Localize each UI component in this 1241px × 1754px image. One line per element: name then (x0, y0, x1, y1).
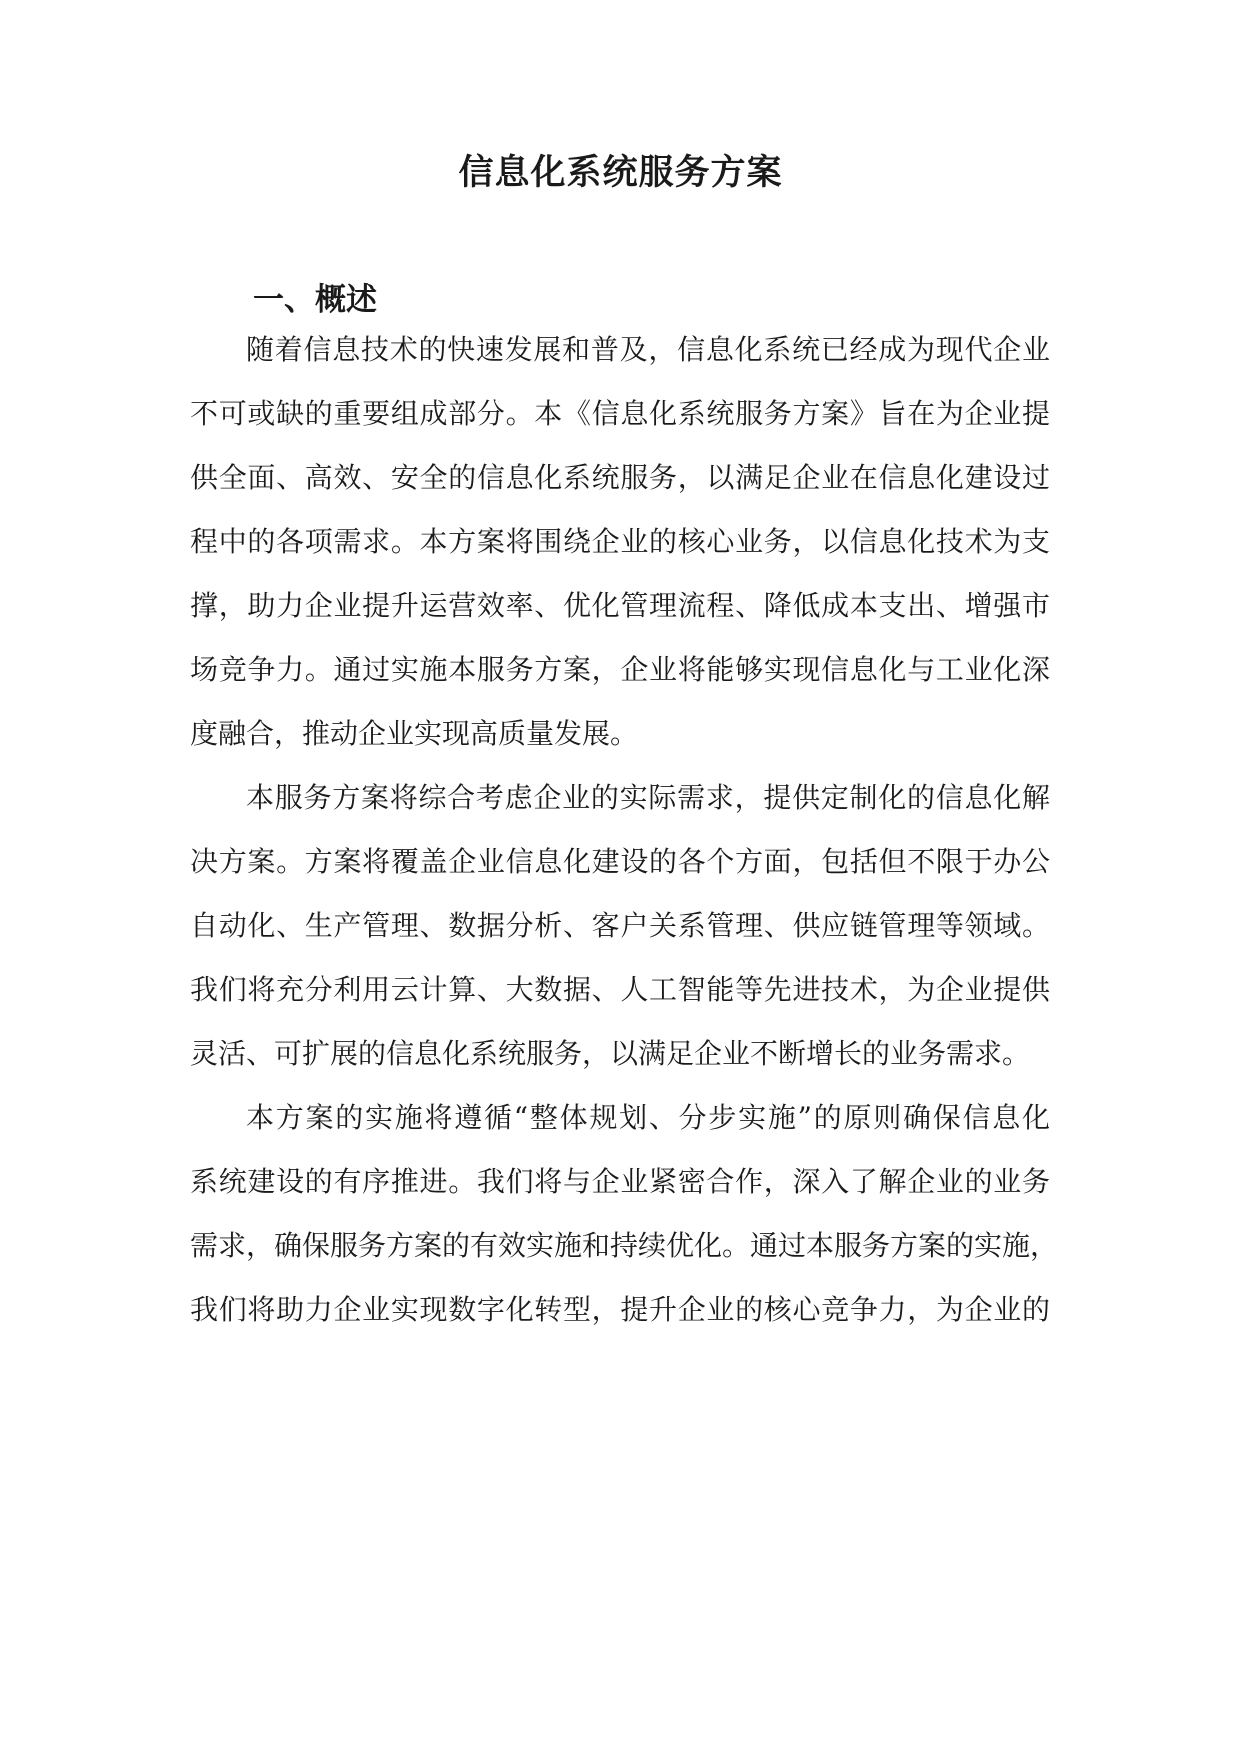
paragraph-line: 决方案。方案将覆盖企业信息化建设的各个方面，包括但不限于办公 (190, 845, 1050, 878)
paragraph-line: 本服务方案将综合考虑企业的实际需求，提供定制化的信息化解 (246, 781, 1050, 814)
paragraph-line: 我们将助力企业实现数字化转型，提升企业的核心竞争力，为企业的 (190, 1293, 1050, 1326)
paragraph-line: 撑，助力企业提升运营效率、优化管理流程、降低成本支出、增强市 (190, 589, 1050, 622)
paragraph-line: 系统建设的有序推进。我们将与企业紧密合作，深入了解企业的业务 (190, 1165, 1050, 1198)
paragraph-line: 本方案的实施将遵循“整体规划、分步实施”的原则确保信息化 (246, 1101, 1050, 1134)
document-title: 信息化系统服务方案 (458, 152, 783, 193)
paragraph-line: 度融合，推动企业实现高质量发展。 (190, 717, 639, 750)
paragraph-line: 供全面、高效、安全的信息化系统服务，以满足企业在信息化建设过 (190, 461, 1050, 494)
paragraph-line: 随着信息技术的快速发展和普及，信息化系统已经成为现代企业 (246, 333, 1050, 366)
paragraph-line: 场竞争力。通过实施本服务方案，企业将能够实现信息化与工业化深 (190, 653, 1050, 686)
paragraph-line: 灵活、可扩展的信息化系统服务，以满足企业不断增长的业务需求。 (190, 1037, 1031, 1070)
paragraph-line: 程中的各项需求。本方案将围绕企业的核心业务，以信息化技术为支 (190, 525, 1050, 558)
paragraph-line: 不可或缺的重要组成部分。本《信息化系统服务方案》旨在为企业提 (190, 397, 1050, 430)
section-heading: 一、概述 (253, 282, 377, 318)
paragraph-line: 需求，确保服务方案的有效实施和持续优化。通过本服务方案的实施， (190, 1229, 1059, 1262)
paragraph-line: 自动化、生产管理、数据分析、客户关系管理、供应链管理等领域。 (190, 909, 1050, 942)
paragraph-line: 我们将充分利用云计算、大数据、人工智能等先进技术，为企业提供 (190, 973, 1050, 1006)
